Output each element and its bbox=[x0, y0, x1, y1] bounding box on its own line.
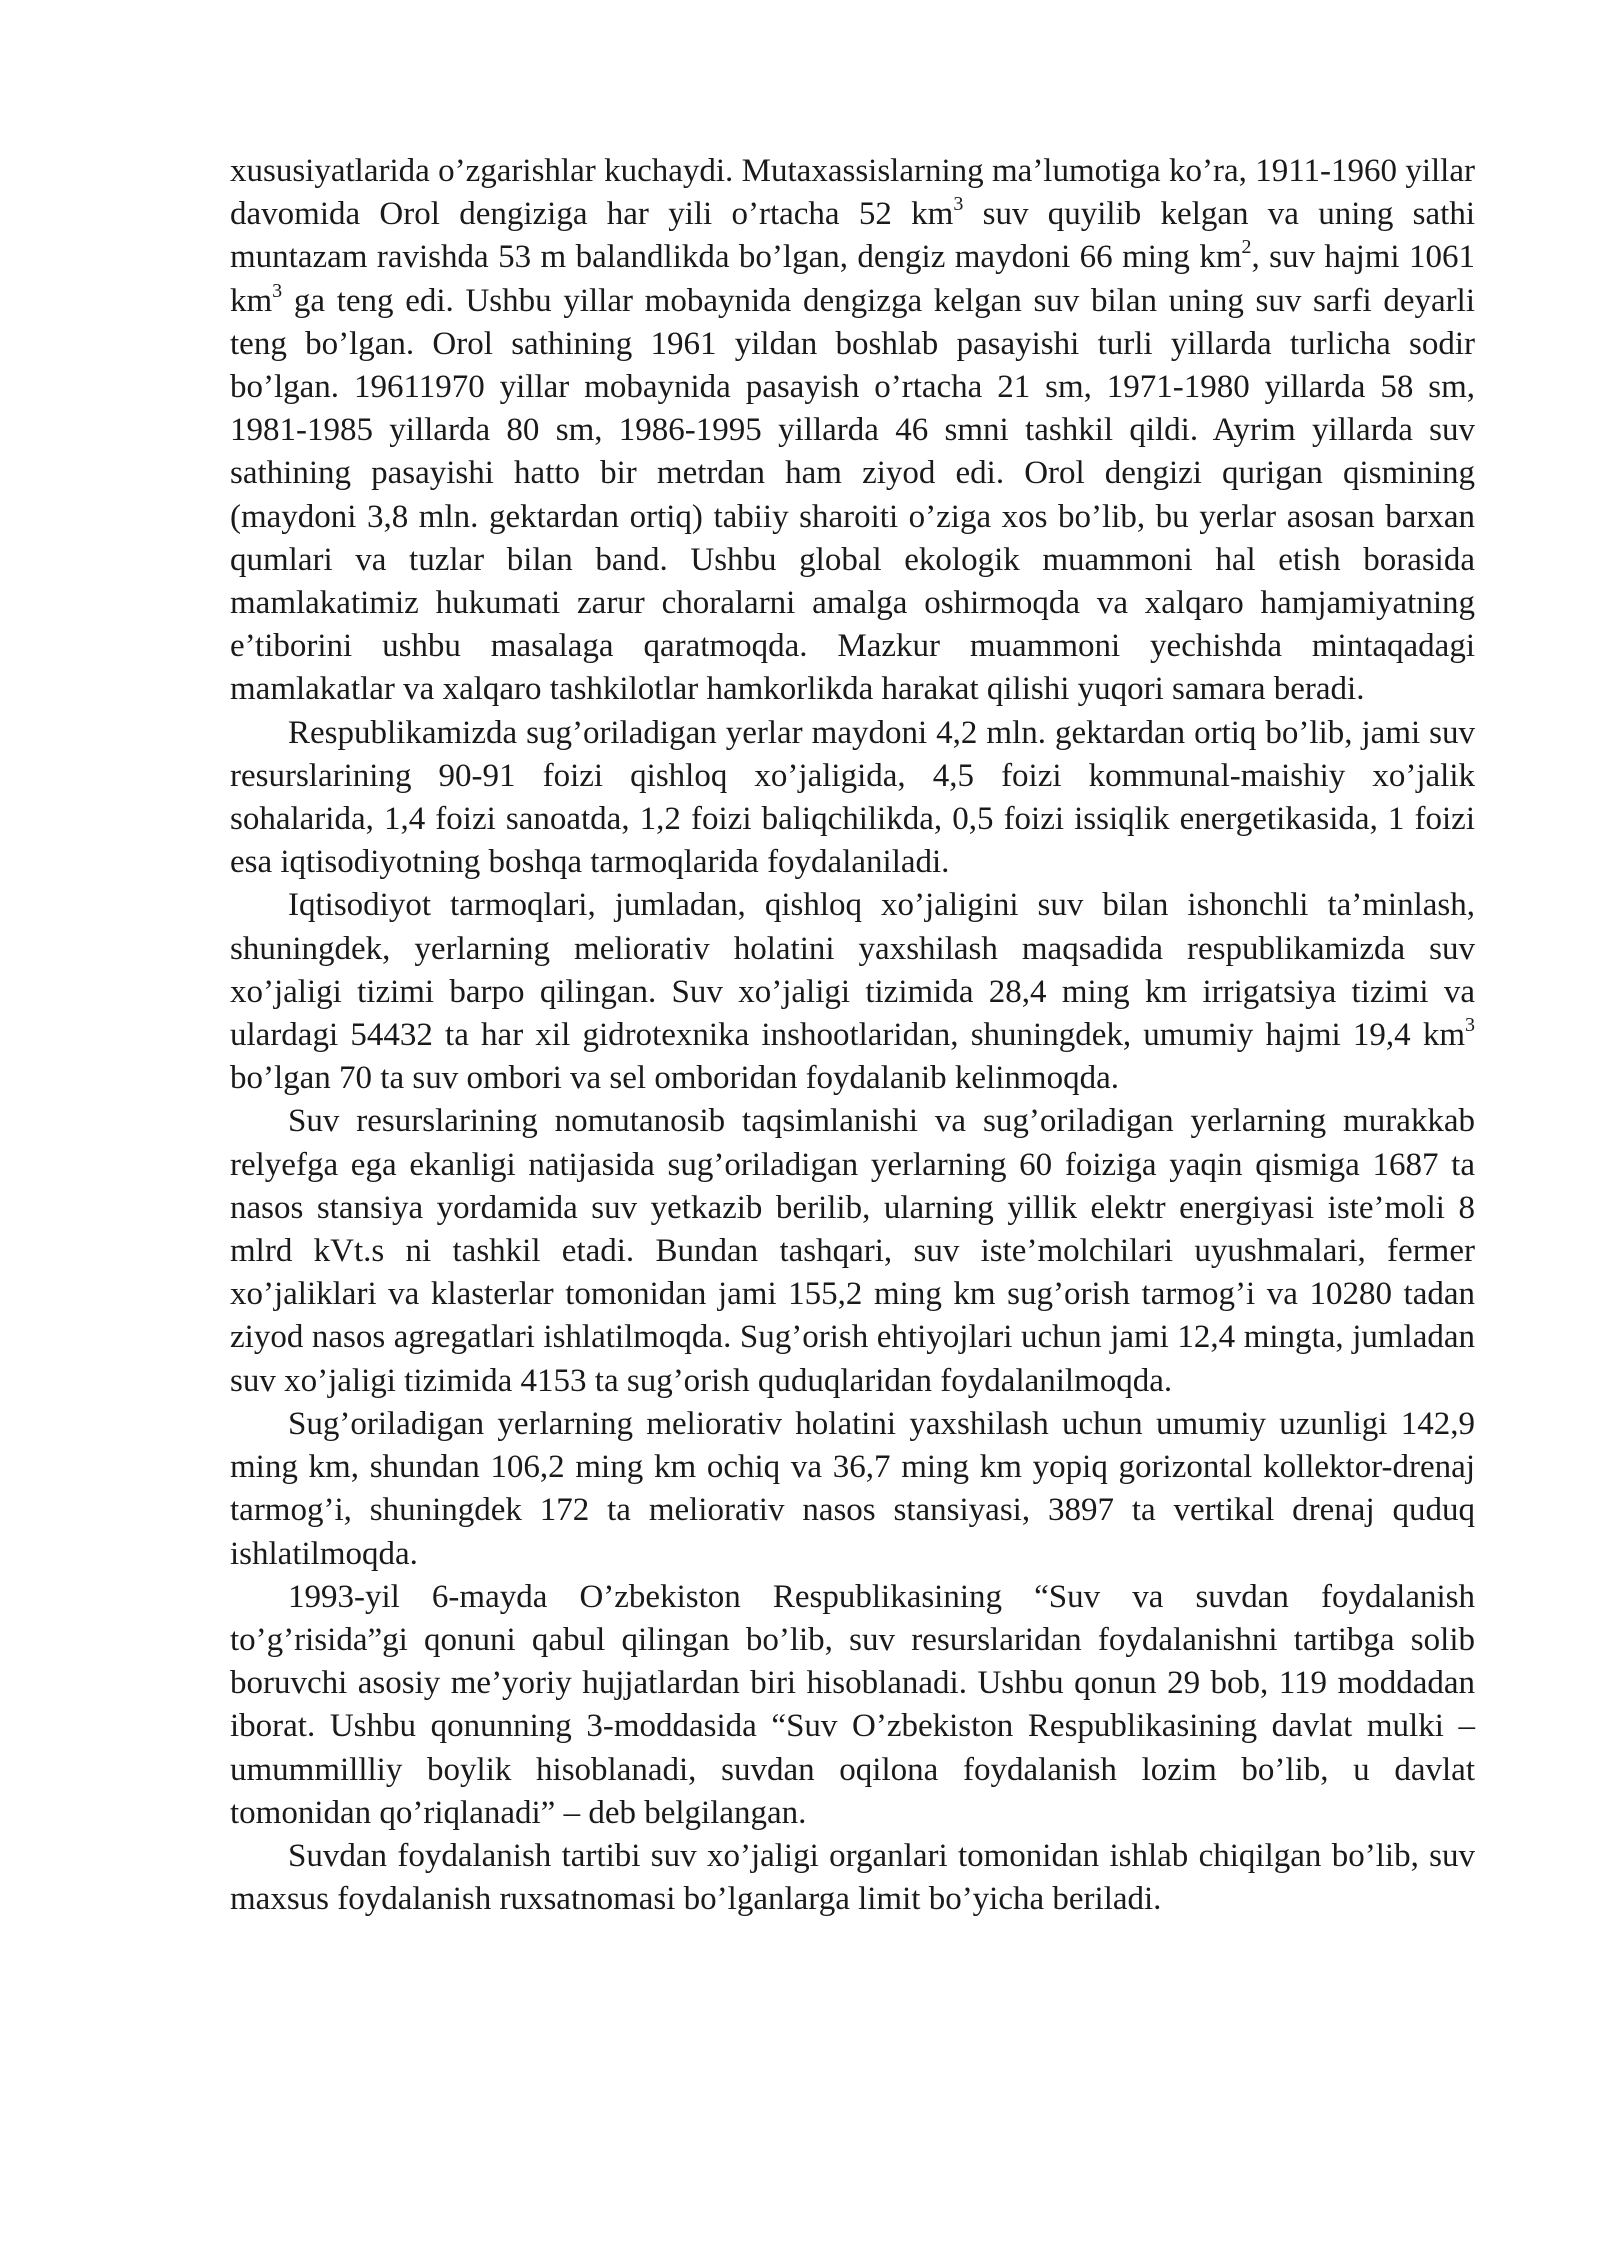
paragraph bbox=[230, 884, 1475, 1100]
text-run: xususiyatlarida o’zgarishlar kuchaydi. Mutaxassislarning ma’lumotiga ko’ra, 1911-1960 yillar davomida Orol dengiziga har yili o’rtacha 52 km bbox=[230, 153, 1475, 233]
text-run: Iqtisodiyot tarmoqlari, jumladan, qishloq xo’jaligini suv bilan ishonchli ta’minlash, shuningdek, yerlarning meliorativ holatini yaxshilash maqsadida respublikamizda suv xo’jaligi tizimi barpo qilingan. Suv xo’jaligi tizimida 28,4 ming km irrigatsiya tizimi va ulardagi 54432 ta har xil gidrotexnika inshootlaridan, shuningdek, umumiy hajmi 19,4 km bbox=[230, 887, 1475, 1054]
text-run: bo’lgan 70 ta suv ombori va sel omboridan foydalanib kelinmoqda. bbox=[230, 1060, 1119, 1097]
superscript: 2 bbox=[1241, 236, 1252, 259]
text-run: , suv hajmi 1061 km bbox=[230, 239, 1475, 319]
text-run: Suvdan foydalanish tartibi suv xo’jaligi organlari tomonidan ishlab chiqilgan bo’lib, suv maxsus foydalanish ruxsatnomasi bo’lganlarga limit bo’yicha beriladi. bbox=[230, 1837, 1475, 1918]
text-run: Respublikamizda sug’oriladigan yerlar maydoni 4,2 mln. gektardan ortiq bo’lib, jami suv resurslarining 90-91 foizi qishloq xo’jaligida, 4,5 foizi kommunal-maishiy xo’jalik sohalarida, 1,4 foizi sanoatda, 1,2 foizi baliqchilikda, 0,5 foizi issiqlik energetikasida, 1 foizi esa iqtisodiyotning boshqa tarmoqlarida foydalaniladi. bbox=[230, 714, 1475, 881]
text-run: Suv resurslarining nomutanosib taqsimlanishi va sug’oriladigan yerlarning murakkab relyefga ega ekanligi natijasida sug’oriladigan yerlarning 60 foiziga yaqin qismiga 1687 ta nasos stansiya yordamida suv yetkazib berilib, ularning yillik elektr energiyasi iste’moli 8 mlrd kVt.s ni tashkil etadi. Bundan tashqari, suv iste’molchilari uyushmalari, fermer xo’jaliklari va klasterlar tomonidan jami 155,2 ming km sug’orish tarmog’i va 10280 tadan ziyod nasos agregatlari ishlatilmoqda. Sug’orish ehtiyojlari uchun jami 12,4 mingta, jumladan suv xo’jaligi tizimida 4153 ta sug’orish quduqlaridan foydalanilmoqda. bbox=[230, 1103, 1475, 1399]
text-run: Sug’oriladigan yerlarning meliorativ holatini yaxshilash uchun umumiy uzunligi 142,9 ming km, shundan 106,2 ming km ochiq va 36,7 ming km yopiq gorizontal kollektor-drenaj tarmog’i, shuningdek 172 ta meliorativ nasos stansiyasi, 3897 ta vertikal drenaj quduq ishlatilmoqda. bbox=[230, 1405, 1475, 1572]
paragraph bbox=[230, 1576, 1475, 1835]
paragraph bbox=[230, 1100, 1475, 1402]
superscript: 3 bbox=[272, 279, 283, 302]
superscript: 3 bbox=[953, 193, 964, 216]
text-run: suv quyilib kelgan va uning sathi muntazam ravishda 53 m balandlikda bo’lgan, dengiz maydoni 66 ming km bbox=[230, 196, 1476, 276]
text-run: ga teng edi. Ushbu yillar mobaynida dengizga kelgan suv bilan uning suv sarfi deyarli teng bo’lgan. Orol sathining 1961 yildan boshlab pasayishi turli yillarda turlicha sodir bo’lgan. 19611970 yillar mobaynida pasayish o’rtacha 21 sm, 1971-1980 yillarda 58 sm, 1981-1985 yillarda 80 sm, 1986-1995 yillarda 46 smni tashkil qildi. Ayrim yillarda suv sathining pasayishi hatto bir metrdan ham ziyod edi. Orol dengizi qurigan qismining (maydoni 3,8 mln. gektardan ortiq) tabiiy sharoiti o’ziga xos bo’lib, bu yerlar asosan barxan qumlari va tuzlar bilan band. Ushbu global ekologik muammoni hal etish borasida mamlakatimiz hukumati zarur choralarni amalga oshirmoqda va xalqaro hamjamiyatning e’tiborini ushbu masalaga qaratmoqda. Mazkur muammoni yechishda mintaqadagi mamlakatlar va xalqaro tashkilotlar hamkorlikda harakat qilishi yuqori samara beradi. bbox=[230, 282, 1475, 708]
paragraph bbox=[230, 1403, 1475, 1576]
document-page bbox=[230, 150, 1475, 1921]
superscript: 3 bbox=[1465, 1014, 1475, 1037]
text-run: 1993-yil 6-mayda O’zbekiston Respublikasining “Suv va suvdan foydalanish to’g’risida”gi qonuni qabul qilingan bo’lib, suv resurslaridan foydalanishni tartibga solib boruvchi asosiy me’yoriy hujjatlardan biri hisoblanadi. Ushbu qonun 29 bob, 119 moddadan iborat. Ushbu qonunning 3-moddasida “Suv O’zbekiston Respublikasining davlat mulki – umummillliy boylik hisoblanadi, suvdan oqilona foydalanish lozim bo’lib, u davlat tomonidan qo’riqlanadi” – deb belgilangan. bbox=[230, 1578, 1475, 1831]
paragraph bbox=[230, 150, 1475, 712]
paragraph bbox=[230, 712, 1475, 885]
paragraph bbox=[230, 1835, 1475, 1921]
